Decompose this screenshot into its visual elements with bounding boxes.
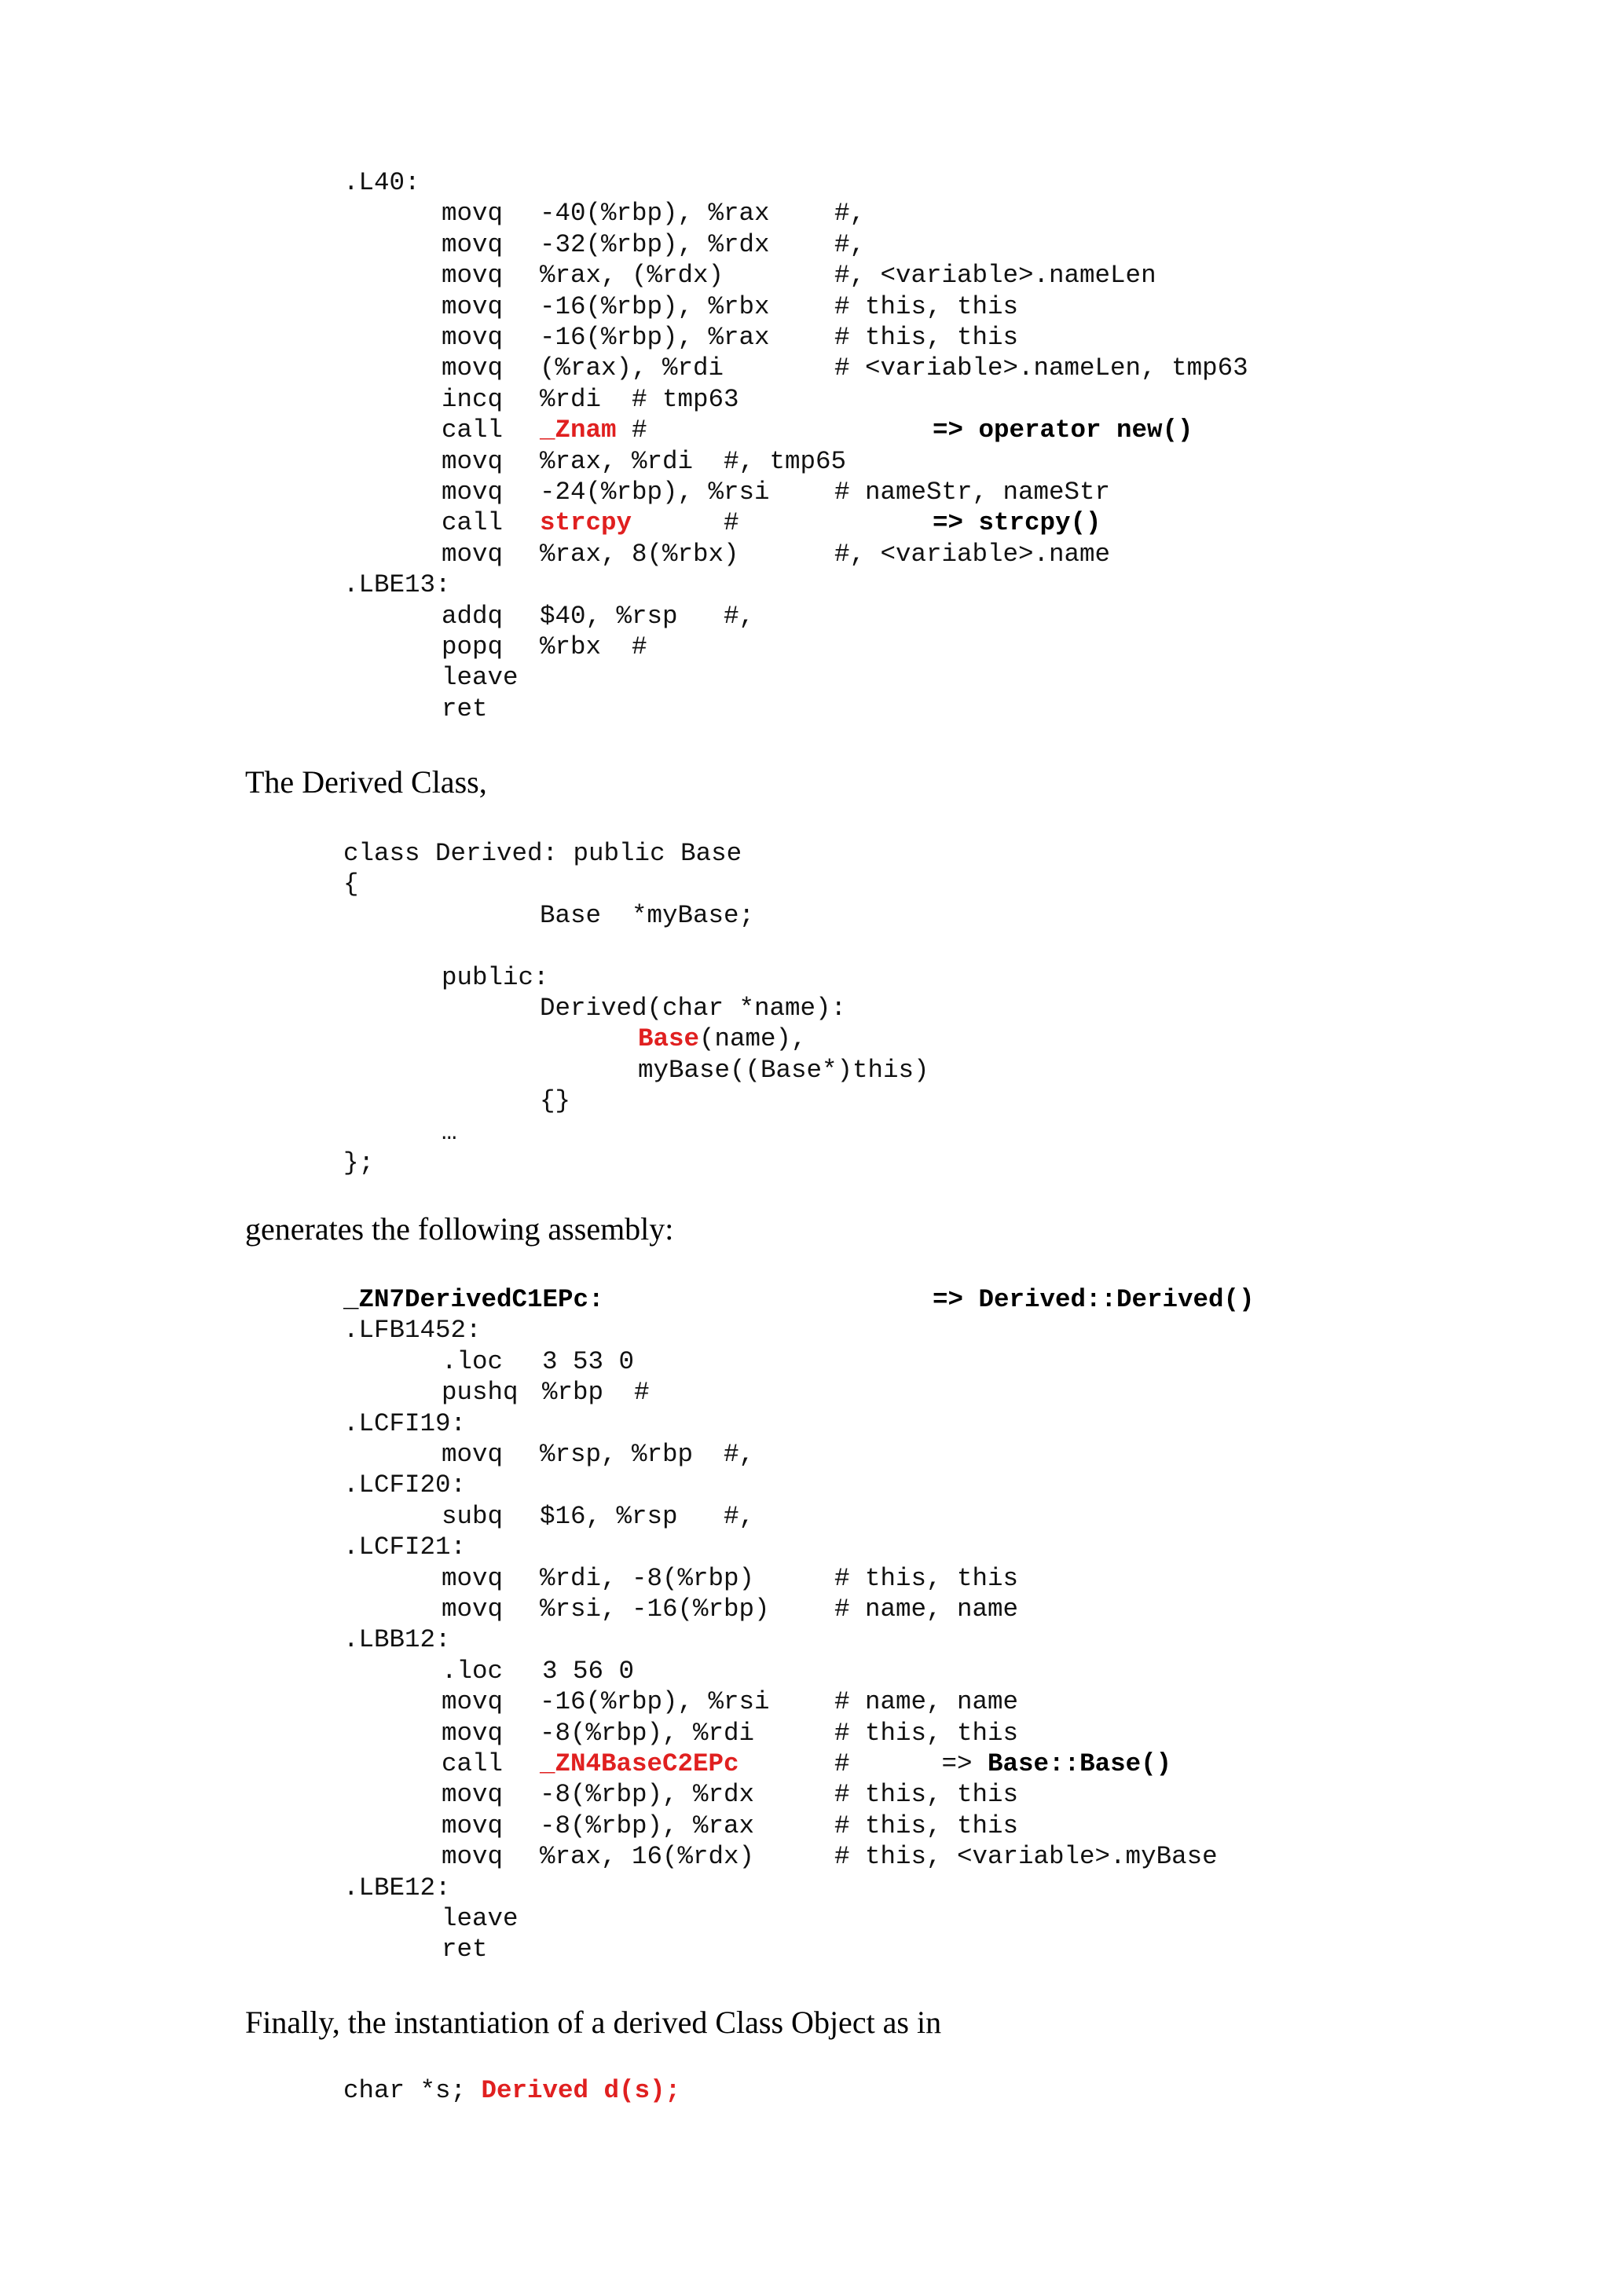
- code-line: [540, 1086, 570, 1117]
- code-line: [0, 1532, 1609, 1563]
- operand: -16(%rbp), %rbx: [540, 291, 770, 321]
- code-line: [0, 1594, 1609, 1625]
- mnemonic: ret: [442, 1935, 488, 1965]
- label: .LBB12:: [343, 1625, 451, 1655]
- label: .LFB1452:: [343, 1316, 482, 1346]
- code-text: Base *myBase;: [540, 900, 755, 930]
- instantiation-plain: char *s;: [343, 2076, 482, 2105]
- mnemonic: incq: [442, 384, 504, 414]
- mnemonic: ret: [442, 694, 488, 723]
- mnemonic: movq: [442, 539, 504, 569]
- code-line: [0, 1470, 1609, 1501]
- mnemonic: popq: [442, 632, 504, 661]
- comment: #: [616, 416, 647, 445]
- comment: #, <variable>.name: [834, 539, 1111, 569]
- comment: # nameStr, nameStr: [834, 478, 1111, 507]
- paragraph-finally: Finally, the instantiation of a derived Class Object as in: [245, 2005, 942, 2040]
- code-text: myBase((Base*)this): [638, 1055, 929, 1085]
- instantiation-highlight: Derived d(s);: [481, 2076, 681, 2105]
- operand: [540, 415, 647, 446]
- call-annotation: Base::Base(): [988, 1749, 1172, 1778]
- paragraph-derived-class: The Derived Class,: [245, 764, 487, 800]
- mnemonic: pushq: [442, 1378, 519, 1408]
- mnemonic: movq: [442, 229, 504, 259]
- mnemonic: addq: [442, 601, 504, 631]
- operand: %rbx #: [540, 632, 647, 661]
- operand: -40(%rbp), %rax: [540, 199, 770, 229]
- label: .LCFI20:: [343, 1470, 467, 1500]
- operand: $40, %rsp #,: [540, 601, 755, 631]
- comment: # this, this: [834, 1811, 1019, 1840]
- operand: -32(%rbp), %rdx: [540, 229, 770, 259]
- code-line: [0, 322, 1609, 353]
- call-target: _Znam: [540, 416, 617, 445]
- code-line: [0, 1934, 1609, 1965]
- mnemonic: .loc: [442, 1346, 504, 1376]
- comment: # => Base::Base(): [834, 1749, 1172, 1778]
- comment: # this, <variable>.myBase: [834, 1842, 1218, 1872]
- comment: #: [632, 508, 739, 538]
- mnemonic: movq: [442, 199, 504, 229]
- operand: -8(%rbp), %rdi: [540, 1718, 755, 1748]
- code-line: [0, 1779, 1609, 1811]
- code-line: [343, 1148, 374, 1179]
- mnemonic: movq: [442, 261, 504, 291]
- mnemonic: movq: [442, 1718, 504, 1748]
- function-label: _ZN7DerivedC1EPc:: [343, 1285, 604, 1314]
- label: .LBE13:: [343, 570, 451, 600]
- mnemonic: movq: [442, 1687, 504, 1717]
- code-line: [0, 1284, 1609, 1316]
- operand: %rax, %rdi #, tmp65: [540, 446, 847, 476]
- code-line: [0, 1686, 1609, 1718]
- mnemonic: call: [442, 416, 504, 445]
- operand: %rax, 8(%rbx): [540, 539, 739, 569]
- operand: -16(%rbp), %rax: [540, 323, 770, 352]
- code-line: [0, 353, 1609, 384]
- code-text: class Derived: public Base: [343, 839, 742, 868]
- code-text: {: [343, 870, 359, 899]
- code-line: [0, 291, 1609, 323]
- code-line: [0, 415, 1609, 446]
- mnemonic: movq: [442, 1563, 504, 1593]
- code-line: [0, 1656, 1609, 1687]
- code-line: [0, 229, 1609, 261]
- code-line: [0, 507, 1609, 539]
- base-constructor-call: Base: [638, 1024, 700, 1054]
- code-line: [540, 993, 846, 1024]
- mnemonic: movq: [442, 446, 504, 476]
- code-line: [0, 1377, 1609, 1408]
- call-target: strcpy: [540, 508, 632, 538]
- mnemonic: leave: [442, 1904, 519, 1933]
- comment: # <variable>.nameLen, tmp63: [834, 353, 1248, 383]
- call-annotation: => operator new(): [933, 416, 1193, 445]
- comment: # name, name: [834, 1595, 1019, 1624]
- code-line: [0, 569, 1609, 601]
- code-line: [0, 260, 1609, 291]
- code-line: [0, 632, 1609, 663]
- operand: -24(%rbp), %rsi: [540, 478, 770, 507]
- operand: %rax, 16(%rdx): [540, 1842, 755, 1872]
- operand: %rsp, %rbp #,: [540, 1440, 755, 1469]
- code-line: [0, 662, 1609, 694]
- operand: %rax, (%rdx): [540, 261, 724, 291]
- mnemonic: leave: [442, 663, 519, 693]
- code-line: [0, 1811, 1609, 1842]
- code-line: [0, 1408, 1609, 1440]
- code-line: [0, 1346, 1609, 1378]
- code-line: [442, 962, 549, 994]
- operand: -8(%rbp), %rdx: [540, 1780, 755, 1810]
- code-line: [638, 1023, 807, 1055]
- comment: # this, this: [834, 1718, 1019, 1748]
- code-text: …: [442, 1117, 457, 1147]
- code-line: [0, 1624, 1609, 1656]
- code-text: {}: [540, 1086, 571, 1116]
- code-text: };: [343, 1148, 375, 1177]
- code-line: [0, 539, 1609, 570]
- code-line: [0, 1841, 1609, 1873]
- comment: # this, this: [834, 291, 1019, 321]
- operand: -8(%rbp), %rax: [540, 1811, 755, 1840]
- code-line: [540, 900, 754, 932]
- mnemonic: movq: [442, 1811, 504, 1840]
- mnemonic: call: [442, 508, 504, 538]
- code-text: Derived(char *name):: [540, 994, 847, 1023]
- mnemonic: movq: [442, 291, 504, 321]
- operand: %rdi # tmp63: [540, 384, 739, 414]
- code-line: [0, 1749, 1609, 1780]
- comment: #,: [834, 199, 866, 229]
- label: .LCFI21:: [343, 1532, 467, 1562]
- code-line: [0, 1903, 1609, 1935]
- code-line: [0, 694, 1609, 725]
- operand: %rdi, -8(%rbp): [540, 1563, 755, 1593]
- code-line: [0, 1315, 1609, 1346]
- code-line: [0, 198, 1609, 229]
- code-line: [0, 601, 1609, 632]
- code-line: [343, 869, 359, 900]
- comment: # this, this: [834, 323, 1019, 352]
- comment: # this, this: [834, 1563, 1019, 1593]
- call-annotation: => Derived::Derived(): [933, 1285, 1255, 1314]
- call-target: _ZN4BaseC2EPc: [540, 1749, 739, 1778]
- code-line: [0, 384, 1609, 416]
- comment: # this, this: [834, 1780, 1019, 1810]
- operand: %rbp #: [542, 1378, 650, 1408]
- code-line: [0, 1873, 1609, 1904]
- label: .LCFI19:: [343, 1408, 467, 1438]
- paragraph-generates: generates the following assembly:: [245, 1211, 674, 1247]
- operand: 3 56 0: [542, 1656, 635, 1686]
- operand: $16, %rsp #,: [540, 1501, 755, 1531]
- label: .L40:: [343, 168, 420, 197]
- operand: %rsi, -16(%rbp): [540, 1595, 770, 1624]
- code-line: [343, 838, 742, 870]
- operand: 3 53 0: [542, 1346, 635, 1376]
- mnemonic: movq: [442, 353, 504, 383]
- code-line: [0, 167, 1609, 199]
- code-line: [638, 1055, 929, 1086]
- mnemonic: movq: [442, 1842, 504, 1872]
- comment: #,: [834, 229, 866, 259]
- code-text: public:: [442, 962, 549, 992]
- mnemonic: movq: [442, 1440, 504, 1469]
- mnemonic: movq: [442, 478, 504, 507]
- mnemonic: movq: [442, 323, 504, 352]
- code-line: [0, 477, 1609, 508]
- operand: [540, 507, 739, 539]
- comment: #, <variable>.nameLen: [834, 261, 1156, 291]
- operand: [540, 1749, 739, 1780]
- code-line: [0, 1718, 1609, 1749]
- instantiation-code: [343, 2075, 680, 2107]
- code-line: [0, 1501, 1609, 1532]
- label: .LBE12:: [343, 1873, 451, 1902]
- mnemonic: subq: [442, 1501, 504, 1531]
- code-line: [442, 1117, 457, 1148]
- operand: -16(%rbp), %rsi: [540, 1687, 770, 1717]
- mnemonic: movq: [442, 1595, 504, 1624]
- code-line: [0, 446, 1609, 478]
- mnemonic: call: [442, 1749, 504, 1778]
- comment: # name, name: [834, 1687, 1019, 1717]
- operand: (%rax), %rdi: [540, 353, 724, 383]
- code-line: [0, 1563, 1609, 1595]
- code-text: (name),: [699, 1024, 807, 1054]
- mnemonic: .loc: [442, 1656, 504, 1686]
- mnemonic: movq: [442, 1780, 504, 1810]
- code-line: [0, 1439, 1609, 1470]
- call-annotation: => strcpy(): [933, 508, 1101, 538]
